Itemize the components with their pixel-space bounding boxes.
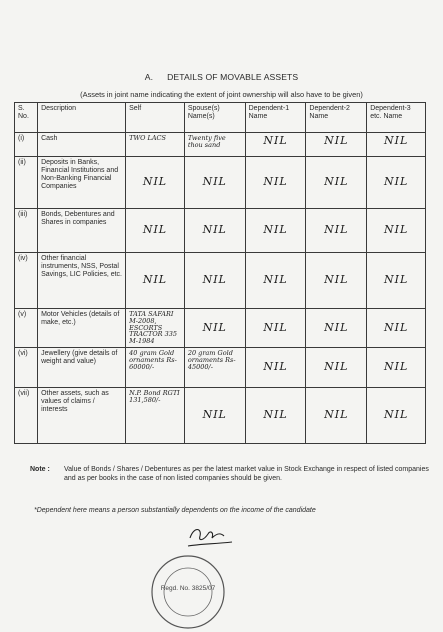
dependent-1-value: NIL xyxy=(263,273,288,287)
asset-description: Motor Vehicles (details of make, etc.) xyxy=(38,309,126,348)
dependent-3-value: NIL xyxy=(383,408,409,422)
column-header: Dependent-1 Name xyxy=(245,103,306,133)
dependent-1-value: NIL xyxy=(263,134,288,147)
table-row xyxy=(15,348,426,388)
section-subheading: (Assets in joint name indicating the extent of joint ownership will also have to be given) xyxy=(80,90,363,99)
column-header: Dependent-2 Name xyxy=(306,103,367,133)
dependent-footnote: *Dependent here means a person substantially dependents on the income of the candidate xyxy=(34,507,316,514)
seal-registration: Regd. No. 3825/07 xyxy=(160,585,216,592)
note-text: Value of Bonds / Shares / Debentures as per the latest market value in Stock Exchange in respect of listed companies and as per books in the case of non listed companies should be given. xyxy=(64,466,429,483)
dependent-3-value: NIL xyxy=(383,360,409,374)
table-row xyxy=(15,133,426,157)
note-label: Note : xyxy=(30,466,50,473)
table-row xyxy=(15,157,426,209)
self-value: NIL xyxy=(142,223,168,237)
self-value: TWO LACS xyxy=(129,134,166,142)
dependent-3-value: NIL xyxy=(383,320,409,334)
dependent-1-value: NIL xyxy=(263,408,288,422)
serial-number: (vi) xyxy=(15,348,38,388)
serial-number: (v) xyxy=(15,309,38,348)
asset-description: Bonds, Debentures and Shares in companies xyxy=(38,209,126,253)
serial-number: (ii) xyxy=(15,157,38,209)
self-value: NIL xyxy=(142,175,168,189)
section-letter: A. xyxy=(144,72,154,82)
column-header: Description xyxy=(38,103,126,133)
asset-description: Other assets, such as values of claims / interests xyxy=(38,388,126,444)
movable-assets-table xyxy=(14,102,426,444)
table-row xyxy=(15,309,426,348)
dependent-2-value: NIL xyxy=(324,175,349,189)
dependent-1-value: NIL xyxy=(263,175,288,189)
dependent-1-value: NIL xyxy=(263,320,288,334)
self-value: NIL xyxy=(142,273,168,287)
dependent-2-value: NIL xyxy=(324,408,349,422)
serial-number: (vii) xyxy=(15,388,38,444)
asset-description: Deposits in Banks, Financial Institutions and Non-Banking Financial Companies xyxy=(38,157,126,209)
column-header: Self xyxy=(126,103,185,133)
dependent-3-value: NIL xyxy=(383,273,409,287)
notary-seal xyxy=(148,552,228,632)
dependent-1-value: NIL xyxy=(263,360,288,374)
spouse-value: NIL xyxy=(202,273,227,287)
spouse-value: NIL xyxy=(202,408,227,422)
dependent-2-value: NIL xyxy=(324,320,349,334)
spouse-value: NIL xyxy=(202,223,227,237)
section-heading xyxy=(0,72,443,82)
spouse-value: NIL xyxy=(202,175,227,189)
asset-description: Jewellery (give details of weight and value) xyxy=(38,348,126,388)
self-value: 40 gram Gold ornaments Rs-60000/- xyxy=(129,349,177,371)
dependent-1-value: NIL xyxy=(263,223,288,237)
column-header: Dependent-3 etc. Name xyxy=(367,103,426,133)
dependent-2-value: NIL xyxy=(324,223,349,237)
section-title: DETAILS OF MOVABLE ASSETS xyxy=(167,72,299,82)
table-row xyxy=(15,209,426,253)
table-row xyxy=(15,388,426,444)
dependent-2-value: NIL xyxy=(324,360,349,374)
dependent-3-value: NIL xyxy=(383,134,409,147)
table-row xyxy=(15,253,426,309)
self-value: TATA SAFARI M-2008, ESCORTS TRACTOR 335 M-1984 xyxy=(129,310,178,346)
note xyxy=(30,465,430,483)
column-header: Spouse(s) Name(s) xyxy=(184,103,245,133)
self-value: N.P. Bond RGTI 131,580/- xyxy=(129,389,180,404)
serial-number: (iv) xyxy=(15,253,38,309)
dependent-3-value: NIL xyxy=(383,175,409,189)
asset-description: Cash xyxy=(38,133,126,157)
spouse-value: Twenty five thou sand xyxy=(187,134,226,149)
dependent-2-value: NIL xyxy=(324,273,349,287)
dependent-3-value: NIL xyxy=(383,223,409,237)
asset-description: Other financial instruments, NSS, Postal Savings, LIC Policies, etc. xyxy=(38,253,126,309)
serial-number: (iii) xyxy=(15,209,38,253)
column-header: S. No. xyxy=(15,103,38,133)
table-header-row xyxy=(15,103,426,133)
spouse-value: NIL xyxy=(202,320,227,334)
serial-number: (i) xyxy=(15,133,38,157)
dependent-2-value: NIL xyxy=(324,134,349,147)
spouse-value: 20 gram Gold ornaments Rs-45000/- xyxy=(187,349,236,371)
